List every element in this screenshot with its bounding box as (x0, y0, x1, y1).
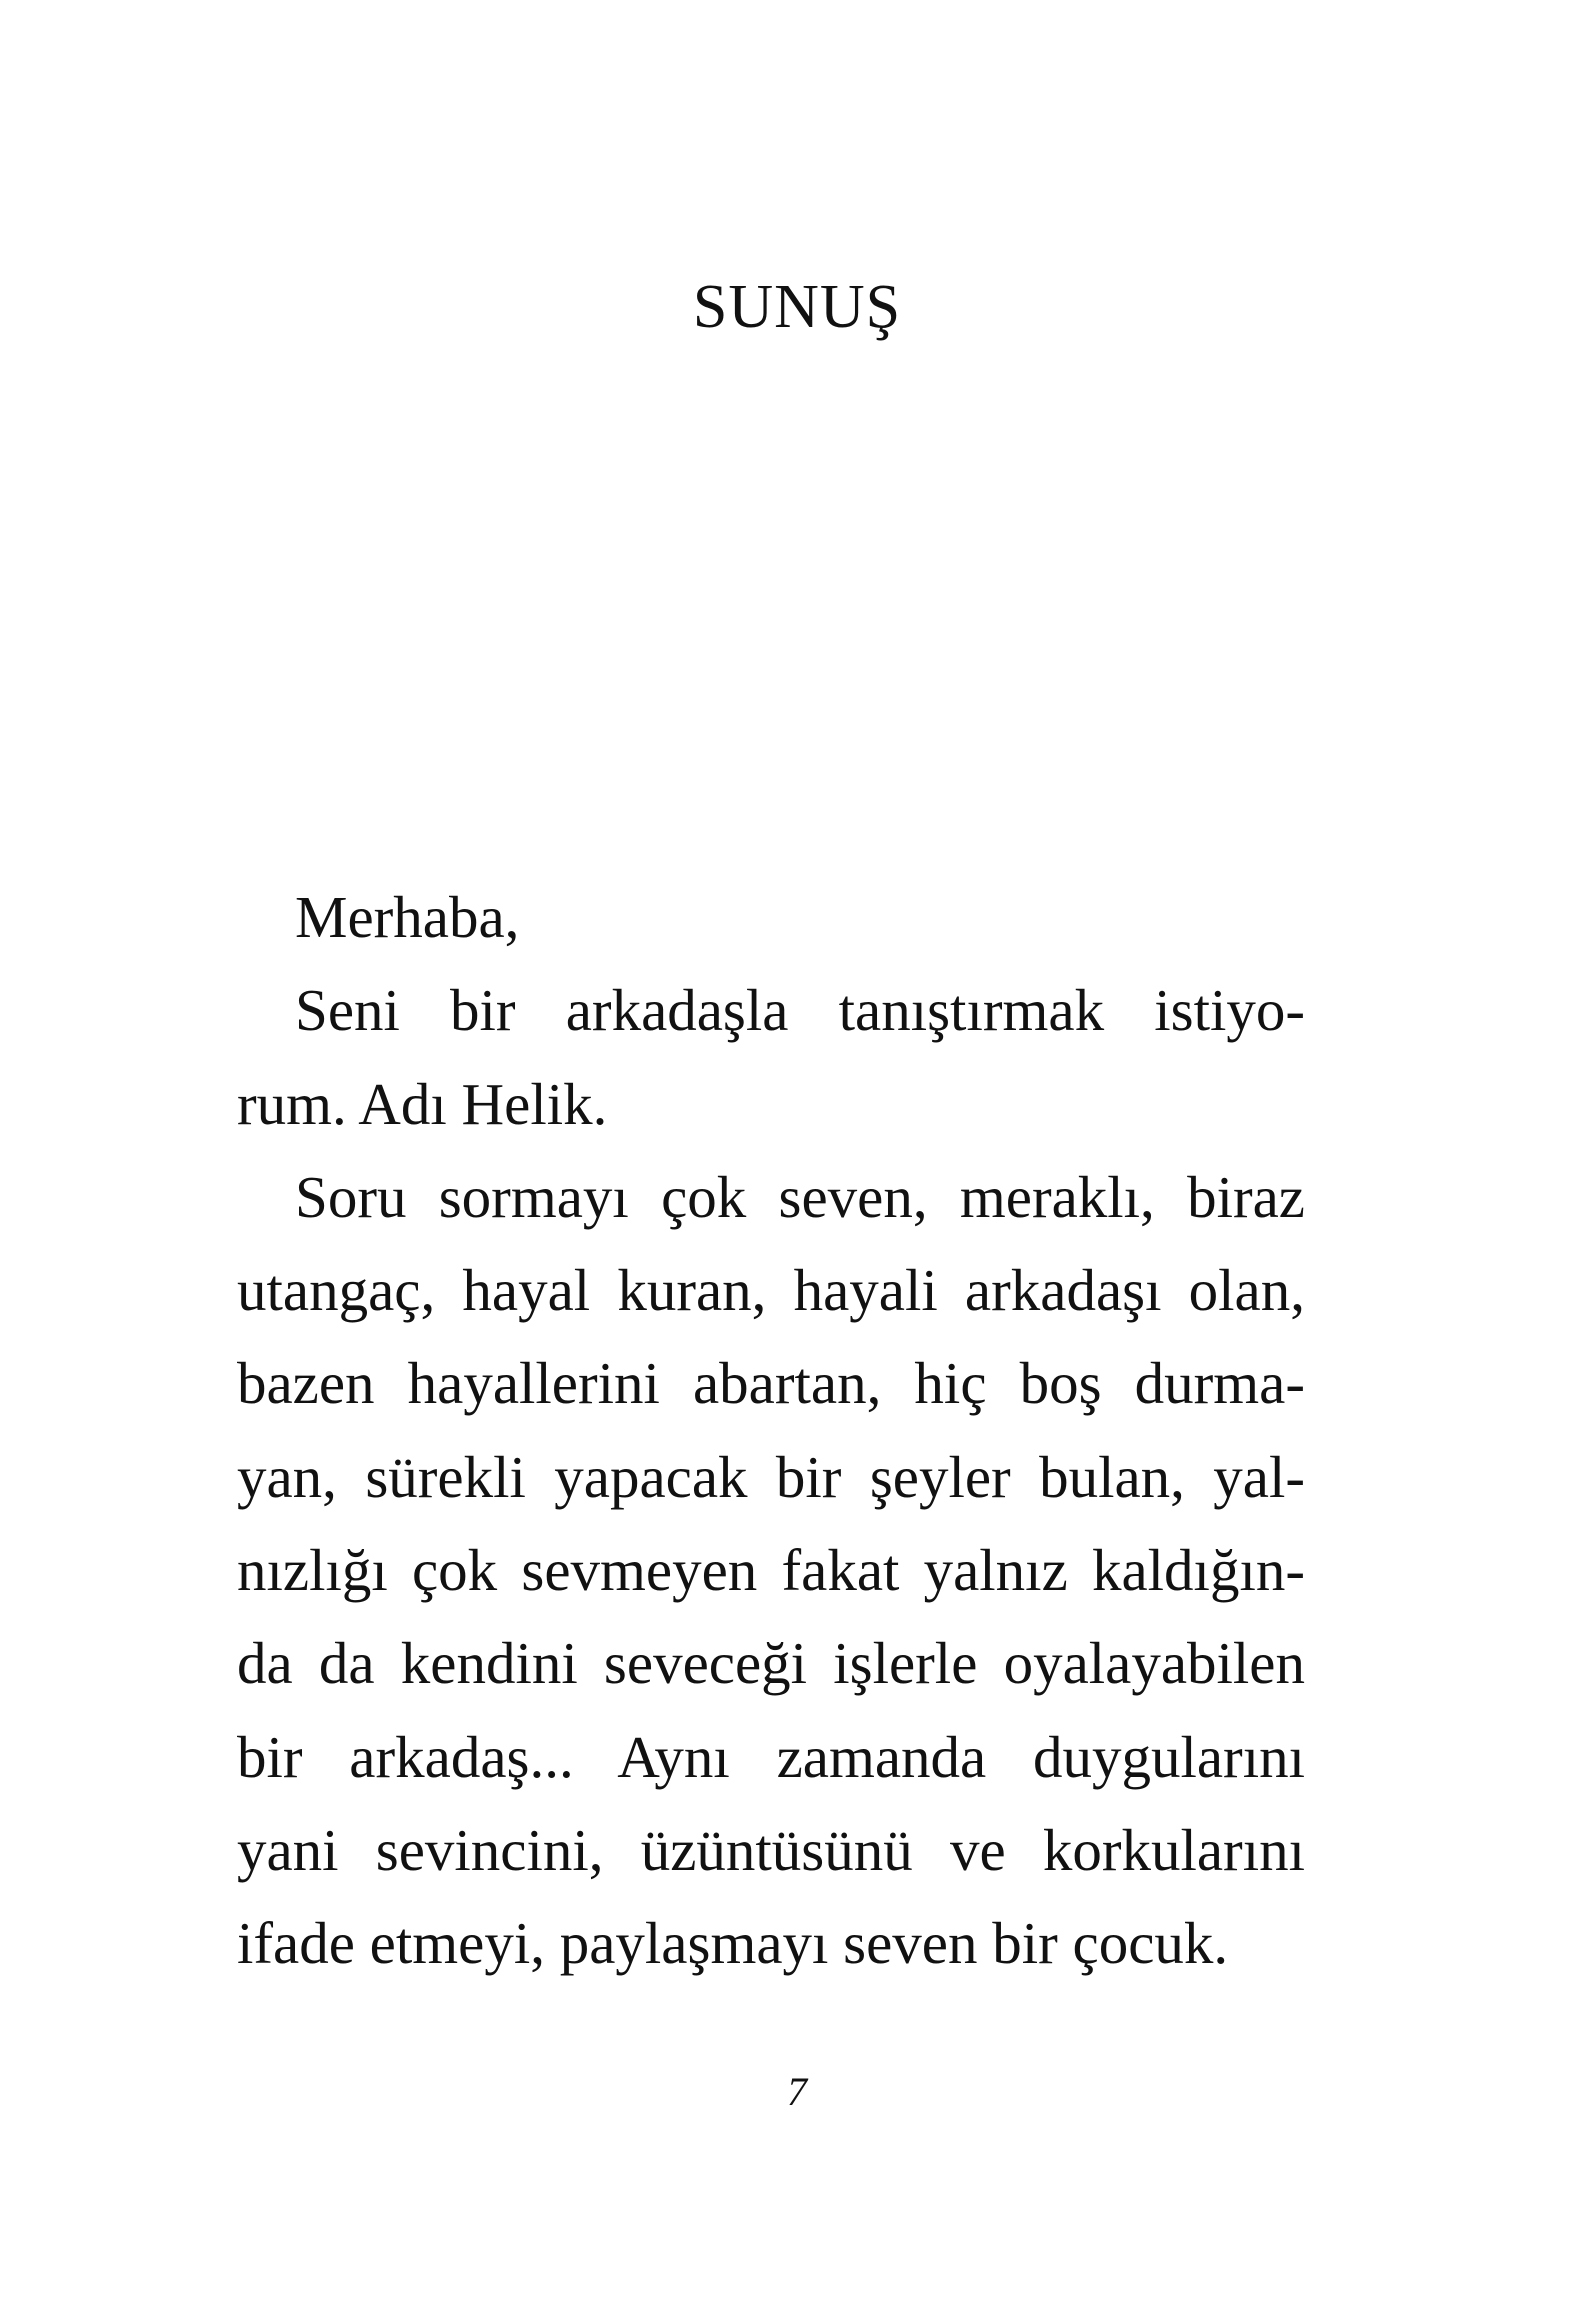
text-line: nızlığı çok sevmeyen fakat yalnız kaldığın- (237, 1537, 1305, 1604)
text-line: Merhaba, (295, 884, 520, 950)
page-title: SUNUŞ (692, 273, 902, 341)
page-number: 7 (787, 2069, 807, 2114)
text-line: rum. Adı Helik. (237, 1070, 608, 1137)
text-line: Soru sormayı çok seven, meraklı, biraz (295, 1163, 1305, 1230)
body-text (237, 871, 1305, 1991)
text-line: utangaç, hayal kuran, hayali arkadaşı olan, (237, 1257, 1305, 1324)
text-line: Seni bir arkadaşla tanıştırmak istiyo- (295, 977, 1305, 1044)
text-line: ifade etmeyi, paylaşmayı seven bir çocuk. (237, 1910, 1229, 1977)
text-line: bir arkadaş... Aynı zamanda duygularını (237, 1723, 1305, 1790)
text-line: yan, sürekli yapacak bir şeyler bulan, yal- (237, 1443, 1305, 1510)
text-line: bazen hayallerini abartan, hiç boş durma- (237, 1350, 1305, 1417)
text-line: yani sevincini, üzüntüsünü ve korkularını (237, 1816, 1305, 1883)
text-line: da da kendini seveceği işlerle oyalayabilen (237, 1630, 1305, 1697)
